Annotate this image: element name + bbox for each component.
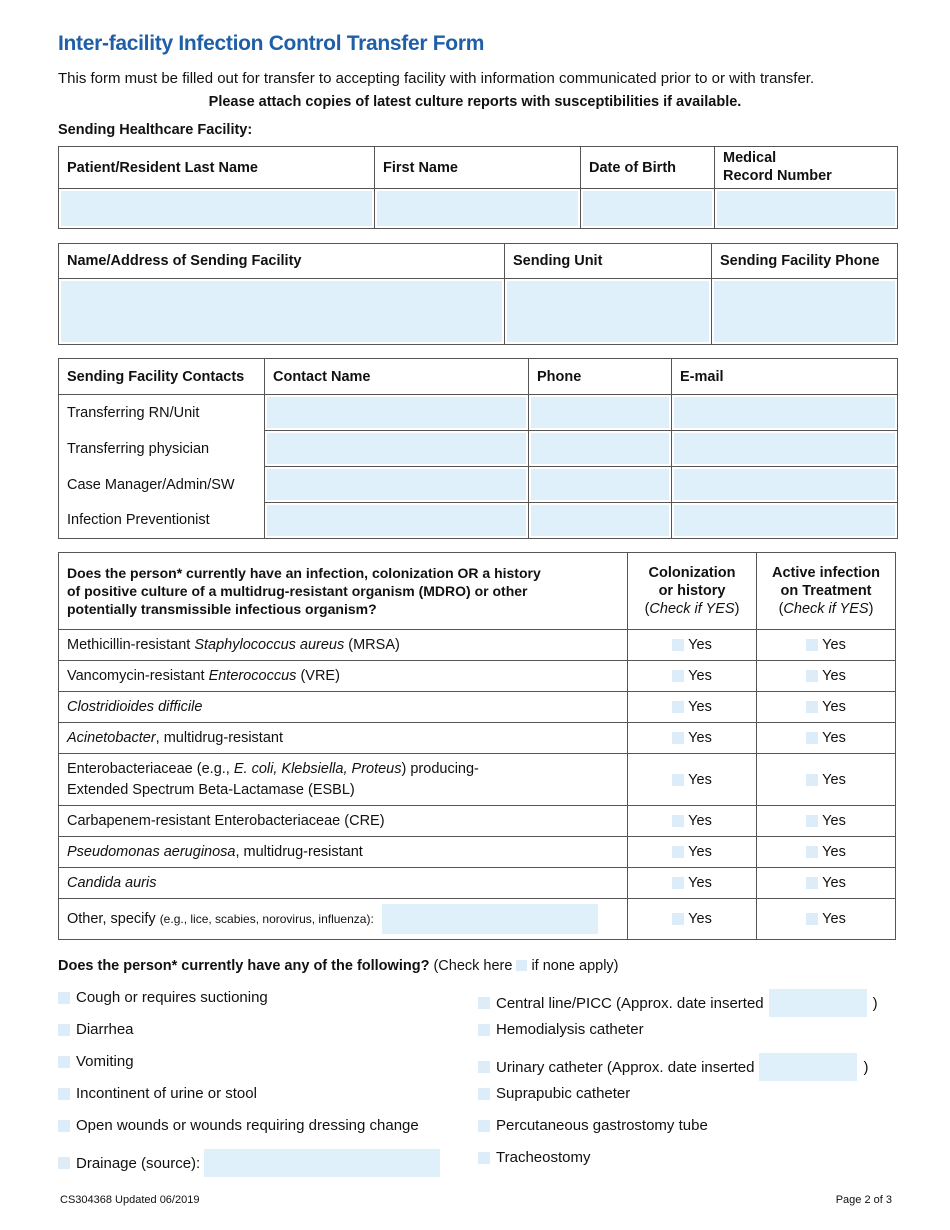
condition-item — [58, 1053, 134, 1070]
condition-item — [478, 1149, 590, 1166]
active-header-paren-close: ) — [868, 601, 874, 618]
organism-text: Enterobacteriaceae (e.g., — [67, 761, 234, 778]
condition-label: Open wounds or wounds requiring dressing change — [76, 1117, 419, 1134]
active-yes-cell — [757, 868, 896, 899]
contact-role-label: Transferring physician — [59, 431, 265, 467]
yes-label: Yes — [822, 637, 846, 653]
mrn-field[interactable] — [715, 189, 898, 229]
other-examples: (e.g., lice, scabies, norovirus, influenza): — [159, 911, 374, 926]
contact-email-field[interactable] — [672, 503, 898, 539]
organism-text-line2: Extended Spectrum Beta-Lactamase (ESBL) — [67, 781, 355, 798]
patient-table — [58, 146, 898, 229]
mdro-question: Does the person* currently have an infection, colonization OR a history of positive culture of a multidrug-resistant organism (MDRO) or other potentially transmissible infectious organism? — [59, 553, 628, 630]
organism-label — [59, 723, 628, 754]
active-checkbox[interactable] — [806, 639, 818, 651]
conditions-question-post: if none apply) — [531, 958, 619, 974]
active-checkbox[interactable] — [806, 877, 818, 889]
condition-checkbox[interactable] — [58, 992, 70, 1004]
conditions-question-pre: (Check here — [433, 958, 513, 974]
facility-address-field[interactable] — [59, 279, 505, 345]
yes-label: Yes — [822, 771, 846, 788]
organism-italic-text: E. coli, Klebsiella, Proteus — [233, 761, 402, 778]
colonization-header-line1: Colonization — [648, 564, 736, 581]
yes-label: Yes — [688, 813, 712, 829]
condition-checkbox[interactable] — [478, 1120, 490, 1132]
colonization-yes-cell — [628, 692, 757, 723]
contact-name-header: Contact Name — [265, 359, 529, 395]
condition-checkbox[interactable] — [478, 1152, 490, 1164]
condition-label: Percutaneous gastrostomy tube — [496, 1117, 708, 1134]
yes-label: Yes — [822, 668, 846, 684]
condition-item — [478, 1117, 708, 1134]
organism-label — [59, 868, 628, 899]
colonization-yes-cell — [628, 868, 757, 899]
yes-label: Yes — [822, 730, 846, 746]
contact-name-field[interactable] — [265, 467, 529, 503]
contacts-table — [58, 358, 898, 539]
contact-phone-field[interactable] — [529, 467, 672, 503]
condition-checkbox[interactable] — [58, 1088, 70, 1100]
active-checkbox[interactable] — [806, 913, 818, 925]
active-yes-cell — [757, 630, 896, 661]
organism-text: Carbapenem-resistant Enterobacteriaceae (CRE) — [67, 813, 385, 829]
contact-email-field[interactable] — [672, 431, 898, 467]
phone-header: Phone — [529, 359, 672, 395]
condition-label: Incontinent of urine or stool — [76, 1085, 257, 1102]
organism-label — [59, 837, 628, 868]
condition-label: Tracheostomy — [496, 1149, 591, 1166]
organism-text: Methicillin-resistant — [67, 637, 195, 653]
active-yes-cell — [757, 723, 896, 754]
contact-email-field[interactable] — [672, 467, 898, 503]
mrn-header — [715, 147, 898, 189]
condition-item — [58, 989, 268, 1006]
active-yes-cell — [757, 754, 896, 806]
yes-label: Yes — [688, 875, 712, 891]
active-checkbox[interactable] — [806, 732, 818, 744]
colonization-checkbox[interactable] — [672, 732, 684, 744]
last-name-field[interactable] — [59, 189, 375, 229]
facility-table — [58, 243, 898, 345]
mrn-header-line2: Record Number — [723, 167, 832, 184]
organism-label — [59, 754, 628, 806]
mdro-rows — [59, 630, 896, 899]
form-code: CS304368 Updated 06/2019 — [60, 1194, 200, 1206]
contact-role-label: Case Manager/Admin/SW — [59, 467, 265, 503]
organism-text: , multidrug-resistant — [235, 844, 363, 860]
colonization-yes-cell — [628, 723, 757, 754]
sending-facility-label: Sending Healthcare Facility: — [58, 122, 253, 138]
condition-item — [478, 1053, 868, 1081]
conditions-question-bold: Does the person* currently have any of the following? — [58, 958, 430, 974]
sending-unit-header: Sending Unit — [505, 244, 712, 279]
condition-checkbox[interactable] — [58, 1024, 70, 1036]
contact-phone-field[interactable] — [529, 503, 672, 539]
organism-italic-text: Pseudomonas aeruginosa — [67, 844, 236, 860]
mdro-row — [59, 723, 896, 754]
condition-item — [58, 1149, 440, 1177]
yes-label: Yes — [822, 844, 846, 860]
dob-header: Date of Birth — [581, 147, 715, 189]
yes-label: Yes — [688, 911, 712, 927]
yes-label: Yes — [822, 699, 846, 715]
conditions-question — [58, 958, 619, 974]
facility-address-header: Name/Address of Sending Facility — [59, 244, 505, 279]
active-yes-cell — [757, 806, 896, 837]
yes-label: Yes — [688, 844, 712, 860]
condition-checkbox[interactable] — [478, 1061, 490, 1073]
condition-item — [58, 1021, 134, 1038]
condition-label: Drainage (source): — [76, 1154, 201, 1172]
colonization-yes-cell — [628, 630, 757, 661]
condition-label: Central line/PICC (Approx. date inserted — [496, 994, 764, 1012]
active-header-check: Check if YES — [783, 601, 869, 618]
page-number: Page 2 of 3 — [835, 1194, 892, 1206]
other-row-label — [59, 899, 628, 940]
other-specify-field[interactable] — [382, 904, 598, 934]
facility-phone-field[interactable] — [712, 279, 898, 345]
close-paren: ) — [872, 994, 878, 1012]
email-header: E-mail — [672, 359, 898, 395]
organism-italic-text: Clostridioides difficile — [67, 699, 203, 715]
active-yes-cell — [757, 661, 896, 692]
yes-label: Yes — [688, 668, 712, 684]
colonization-header-paren-open: ( — [644, 601, 650, 618]
contact-role-label: Infection Preventionist — [59, 503, 265, 539]
condition-item — [478, 1021, 644, 1038]
contact-name-field[interactable] — [265, 503, 529, 539]
facility-phone-header: Sending Facility Phone — [712, 244, 898, 279]
mdro-table — [58, 552, 896, 940]
condition-label: Diarrhea — [76, 1021, 134, 1038]
contacts-header: Sending Facility Contacts — [59, 359, 265, 395]
close-paren: ) — [863, 1058, 869, 1076]
organism-text: ) producing- — [401, 761, 479, 778]
condition-checkbox[interactable] — [478, 1024, 490, 1036]
active-header-line2: on Treatment — [780, 582, 872, 599]
organism-text: Vancomycin-resistant — [67, 668, 209, 684]
first-name-field[interactable] — [375, 189, 581, 229]
form-intro-bold: Please attach copies of latest culture reports with susceptibilities if available. — [208, 94, 742, 110]
condition-item — [478, 989, 878, 1017]
colonization-checkbox[interactable] — [672, 670, 684, 682]
organism-text: (VRE) — [296, 668, 340, 684]
yes-label: Yes — [822, 911, 846, 927]
yes-label: Yes — [688, 699, 712, 715]
active-checkbox[interactable] — [806, 670, 818, 682]
active-yes-cell — [757, 692, 896, 723]
active-checkbox[interactable] — [806, 846, 818, 858]
colonization-yes-cell — [628, 806, 757, 837]
colonization-header — [628, 553, 757, 630]
organism-label — [59, 661, 628, 692]
organism-italic-text: Acinetobacter — [67, 730, 156, 746]
condition-label: Suprapubic catheter — [496, 1085, 631, 1102]
mdro-row — [59, 661, 896, 692]
colonization-yes-cell — [628, 661, 757, 692]
yes-label: Yes — [822, 813, 846, 829]
last-name-header: Patient/Resident Last Name — [59, 147, 375, 189]
mdro-row — [59, 868, 896, 899]
organism-italic-text: Enterococcus — [208, 668, 297, 684]
contact-name-field[interactable] — [265, 431, 529, 467]
colonization-checkbox[interactable] — [672, 701, 684, 713]
organism-text: , multidrug-resistant — [155, 730, 283, 746]
colonization-yes-cell — [628, 754, 757, 806]
colonization-header-line2: or history — [658, 582, 726, 599]
dob-field[interactable] — [581, 189, 715, 229]
condition-label: Cough or requires suctioning — [76, 989, 268, 1006]
colonization-header-paren-close: ) — [734, 601, 740, 618]
condition-checkbox[interactable] — [58, 1120, 70, 1132]
contact-name-field[interactable] — [265, 395, 529, 431]
colonization-checkbox[interactable] — [672, 846, 684, 858]
condition-checkbox[interactable] — [478, 997, 490, 1009]
contact-email-field[interactable] — [672, 395, 898, 431]
yes-label: Yes — [822, 875, 846, 891]
contact-role-label: Transferring RN/Unit — [59, 395, 265, 431]
date-inserted-field[interactable] — [759, 1053, 857, 1081]
yes-label: Yes — [688, 730, 712, 746]
mdro-row — [59, 630, 896, 661]
yes-label: Yes — [688, 637, 712, 653]
colonization-checkbox[interactable] — [672, 774, 684, 786]
condition-item — [58, 1117, 419, 1134]
other-label: Other, specify — [67, 910, 156, 927]
condition-label: Hemodialysis catheter — [496, 1021, 644, 1038]
colonization-checkbox[interactable] — [672, 913, 684, 925]
organism-text: (MRSA) — [344, 637, 400, 653]
organism-label — [59, 692, 628, 723]
active-infection-header — [757, 553, 896, 630]
condition-label: Urinary catheter (Approx. date inserted — [496, 1058, 755, 1076]
colonization-yes-cell — [628, 899, 757, 940]
form-intro: This form must be filled out for transfer to accepting facility with information communicated prior to or with transfer. — [58, 70, 815, 87]
mdro-row — [59, 837, 896, 868]
none-apply-checkbox[interactable] — [516, 960, 527, 971]
organism-italic-text: Candida auris — [67, 875, 157, 891]
organism-label — [59, 630, 628, 661]
condition-item — [58, 1085, 257, 1102]
active-header-paren-open: ( — [778, 601, 784, 618]
form-title: Inter-facility Infection Control Transfer Form — [58, 32, 485, 55]
condition-checkbox[interactable] — [478, 1088, 490, 1100]
colonization-checkbox[interactable] — [672, 639, 684, 651]
condition-checkbox[interactable] — [58, 1056, 70, 1068]
active-checkbox[interactable] — [806, 774, 818, 786]
active-checkbox[interactable] — [806, 701, 818, 713]
active-checkbox[interactable] — [806, 815, 818, 827]
condition-checkbox[interactable] — [58, 1157, 70, 1169]
contact-phone-field[interactable] — [529, 395, 672, 431]
colonization-checkbox[interactable] — [672, 815, 684, 827]
condition-label: Vomiting — [76, 1053, 134, 1070]
active-yes-cell — [757, 837, 896, 868]
contact-phone-field[interactable] — [529, 431, 672, 467]
colonization-checkbox[interactable] — [672, 877, 684, 889]
colonization-header-check: Check if YES — [649, 601, 735, 618]
colonization-yes-cell — [628, 837, 757, 868]
drainage-source-field[interactable] — [204, 1149, 440, 1177]
first-name-header: First Name — [375, 147, 581, 189]
mrn-header-line1: Medical — [723, 150, 777, 167]
sending-unit-field[interactable] — [505, 279, 712, 345]
active-yes-cell — [757, 899, 896, 940]
date-inserted-field[interactable] — [769, 989, 867, 1017]
active-header-line1: Active infection — [772, 564, 880, 581]
mdro-row — [59, 692, 896, 723]
yes-label: Yes — [688, 771, 712, 788]
mdro-row — [59, 754, 896, 806]
condition-item — [478, 1085, 630, 1102]
organism-italic-text: Staphylococcus aureus — [194, 637, 345, 653]
mdro-row — [59, 806, 896, 837]
organism-label — [59, 806, 628, 837]
